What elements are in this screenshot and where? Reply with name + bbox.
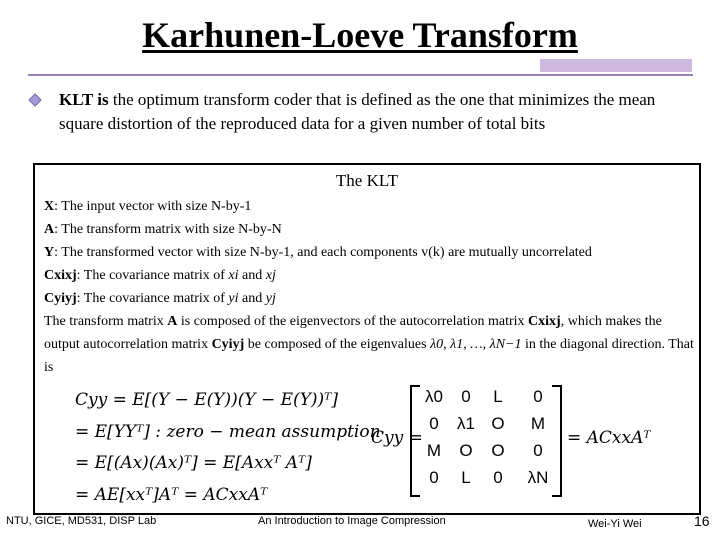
matrix-cell: 0 <box>429 468 439 487</box>
klt-heading: The KLT <box>335 171 399 190</box>
title-divider-line <box>28 74 693 76</box>
matrix-cell: O <box>491 414 505 433</box>
footer-course: An Introduction to Image Compression <box>258 515 446 527</box>
cyy-derivation <box>75 385 381 511</box>
def-cyiyj: Cyiyj: The covariance matrix of yi and yj <box>44 291 276 306</box>
diamond-bullet-icon <box>29 94 41 106</box>
eq-line-2: = E[YYᵀ] : zero − mean assumption <box>75 421 381 442</box>
def-y: Y: The transformed vector with size N-by-1, and each components v(k) are mutually uncorrelated <box>44 245 592 260</box>
matrix-cell: 0 <box>461 387 471 406</box>
intro-bold: KLT is <box>59 90 109 109</box>
def-cxixj: Cxixj: The covariance matrix of xi and xj <box>44 268 276 283</box>
def-transform-paragraph: The transform matrix A is composed of the eigenvectors of the autocorrelation matrix Cxixj, which makes the output autocorrelation matrix Cyiyj be composed of the eigenvalues λ0, λ1, …, λN−1 in the diagonal direction. That is <box>44 314 694 375</box>
eigenvalue-list: λ0, λ1, …, λN−1 <box>430 337 522 352</box>
matrix-cell: 0 <box>533 441 543 460</box>
matrix-cell: L <box>461 468 471 487</box>
intro-paragraph <box>59 88 699 136</box>
matrix-cell: 0 <box>533 387 543 406</box>
matrix-cell: O <box>459 441 473 460</box>
matrix-cell: O <box>491 441 505 460</box>
matrix-cell: M <box>426 441 442 460</box>
page-number: 16 <box>694 513 710 529</box>
slide-title: Karhunen-Loeve Transform <box>142 15 578 55</box>
intro-text: the optimum transform coder that is defined as the one that minimizes the mean square distortion of the reproduced data for a given number of total bits <box>59 90 656 133</box>
cyy-label: Cyy = <box>371 428 423 448</box>
def-x: X: The input vector with size N-by-1 <box>44 199 252 214</box>
eq-line-1: Cyy = E[(Y − E(Y))(Y − E(Y))ᵀ] <box>75 390 338 410</box>
klt-box <box>33 163 701 515</box>
matrix-cell: 0 <box>429 414 439 433</box>
matrix-cell: L <box>493 387 503 406</box>
matrix-cell: λ0 <box>425 387 443 406</box>
eq-right: = ACxxAᵀ <box>567 428 651 448</box>
definitions <box>44 195 694 379</box>
footer-lab: NTU, GICE, MD531, DISP Lab <box>6 515 157 527</box>
matrix-cell: 0 <box>493 468 503 487</box>
eigenvalue-matrix <box>410 383 562 495</box>
matrix-cell: M <box>530 414 546 433</box>
eq-line-4: = AE[xxᵀ]Aᵀ = ACxxAᵀ <box>75 484 268 505</box>
footer-author: Wei-Yi Wei <box>588 518 642 530</box>
def-a: A: The transform matrix with size N-by-N <box>44 222 282 237</box>
title-decoration-bar <box>540 59 692 72</box>
matrix-cell: λN <box>527 468 549 487</box>
matrix-cell: λ1 <box>457 414 475 433</box>
eq-line-3: = E[(Ax)(Ax)ᵀ] = E[Axxᵀ Aᵀ] <box>75 453 312 473</box>
